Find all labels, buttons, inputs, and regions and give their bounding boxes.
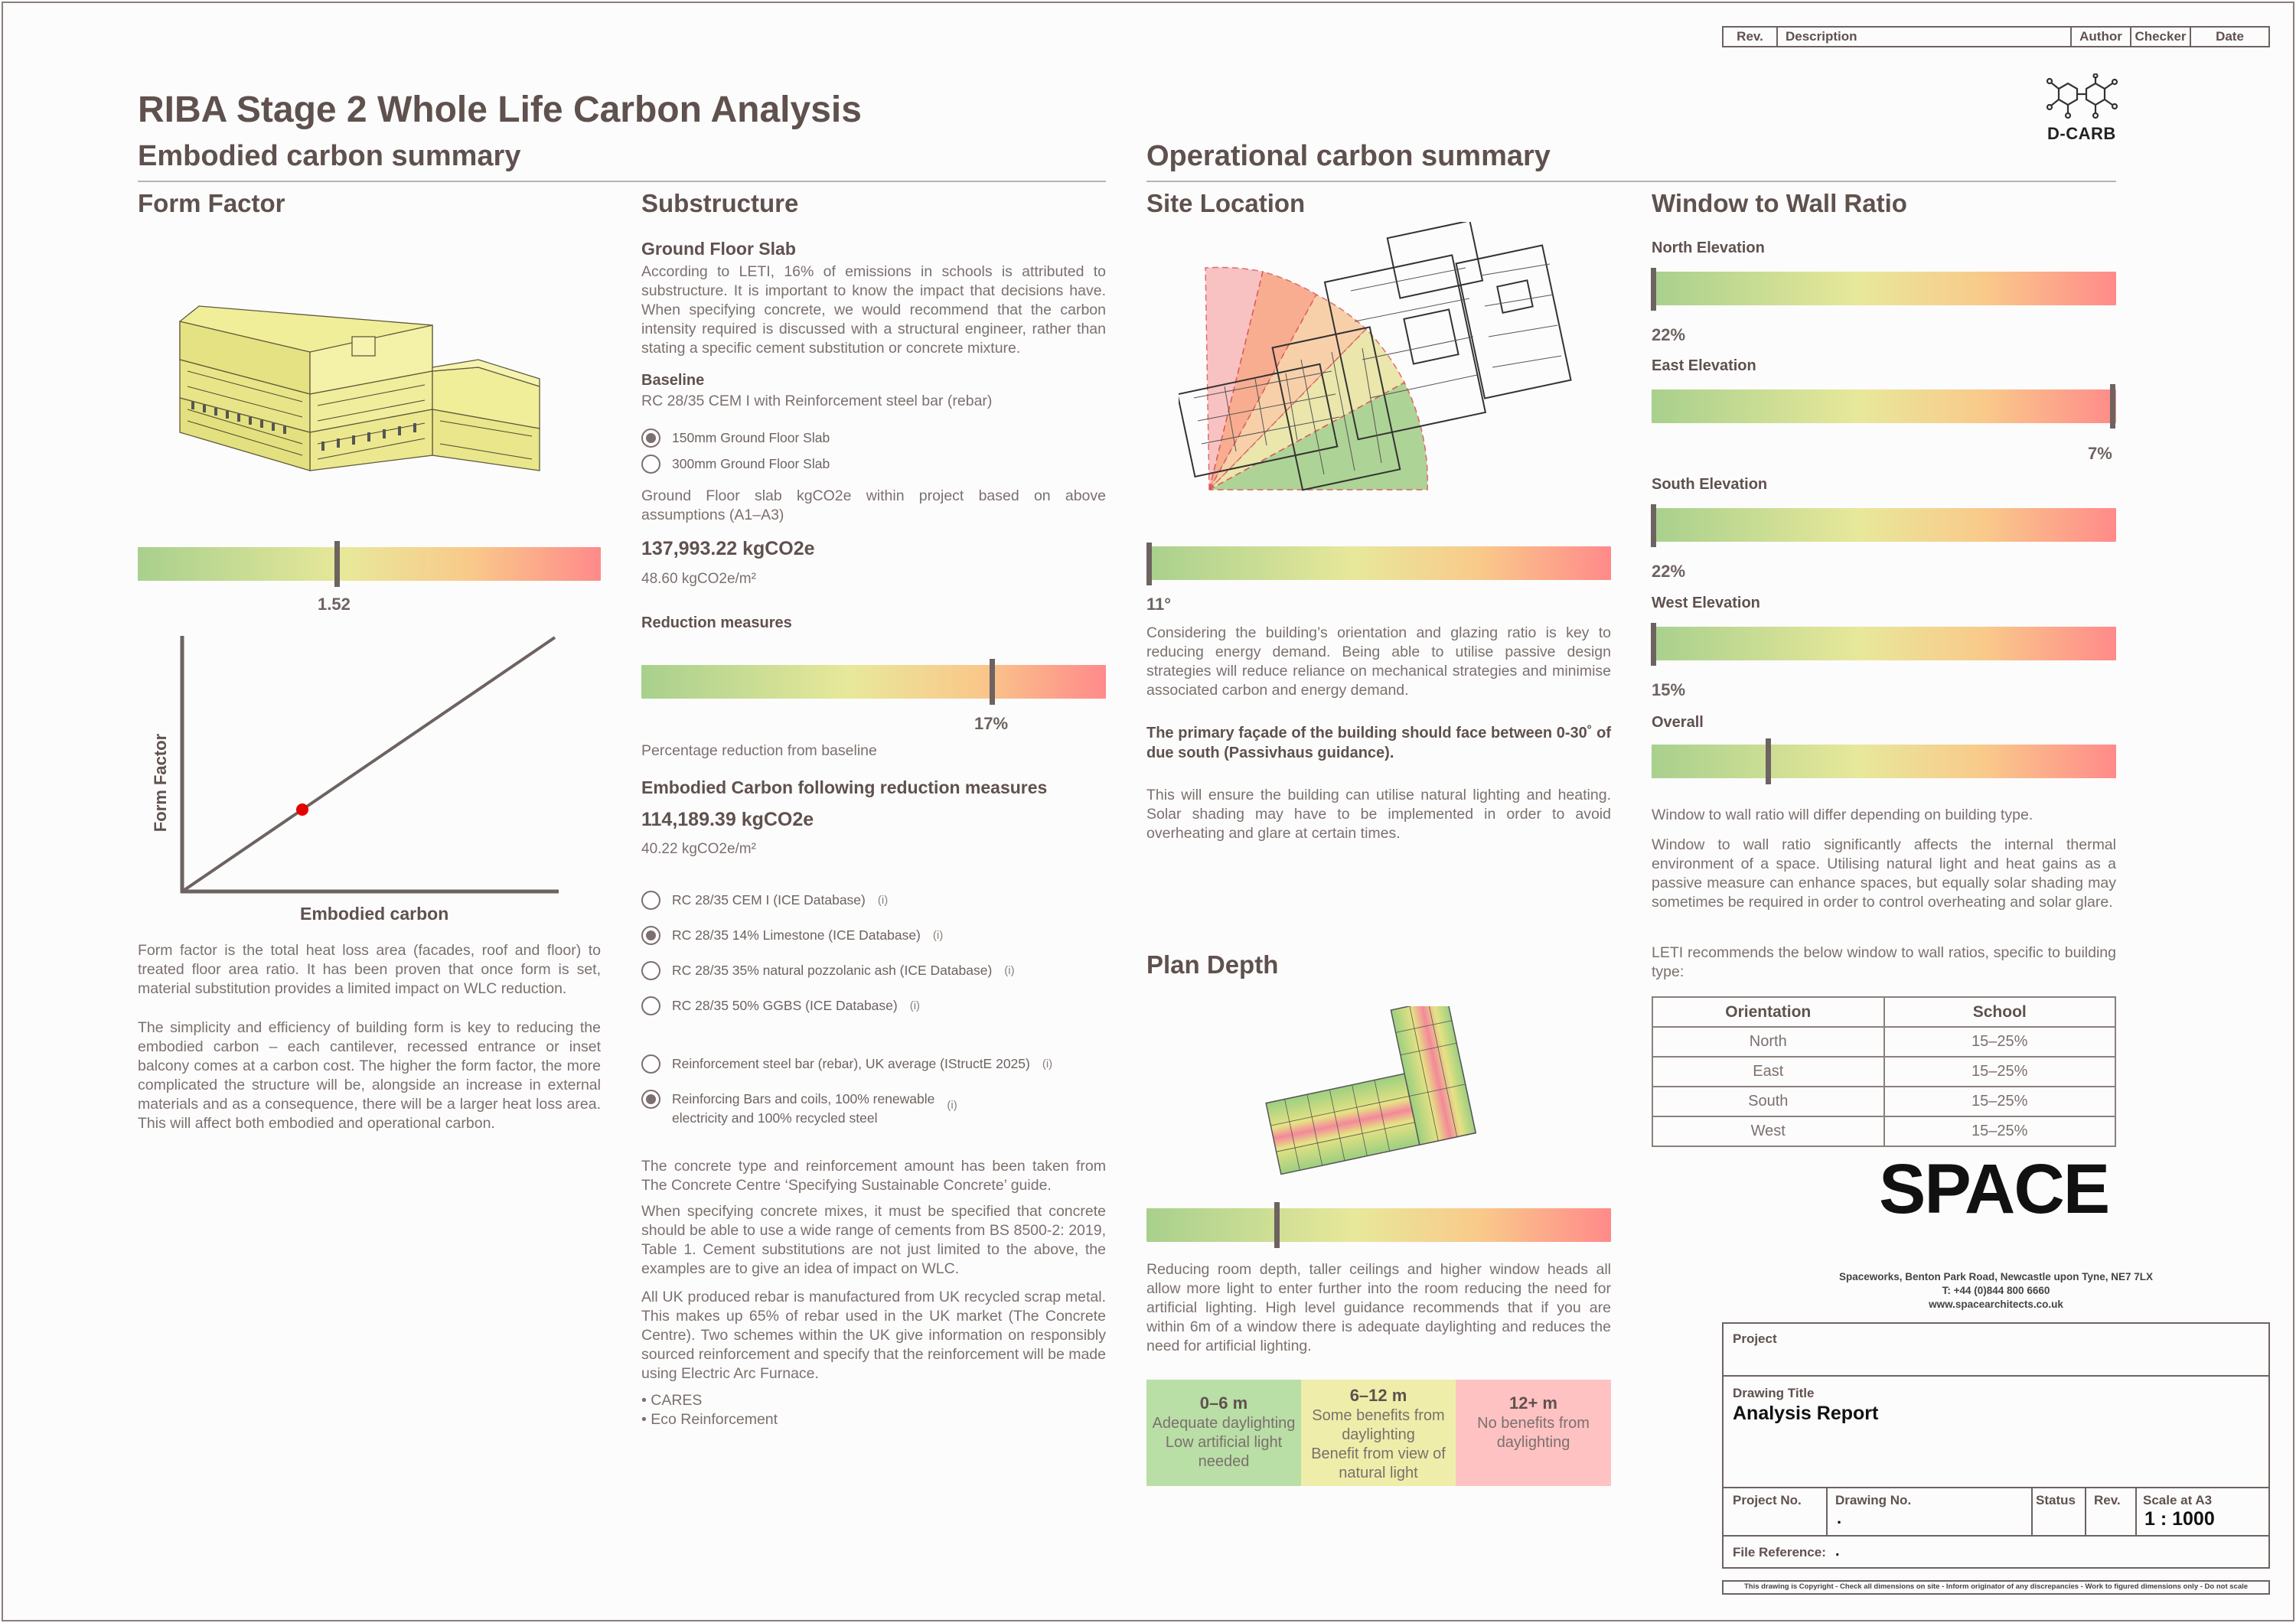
company-phone: T: +44 (0)844 800 6660: [1942, 1285, 2050, 1296]
table-cell: East: [1652, 1057, 1884, 1087]
reduction-measures-heading: Reduction measures: [641, 614, 792, 631]
table-cell: North: [1652, 1027, 1884, 1057]
legend-range: 6–12 m: [1349, 1386, 1407, 1405]
form-factor-gradient-bar: [138, 547, 601, 581]
concrete-option-limestone[interactable]: [641, 926, 943, 945]
overall-marker: [1766, 738, 1771, 784]
form-factor-value: 1.52: [318, 595, 351, 614]
rev-label: Rev.: [2094, 1493, 2121, 1507]
divider: [2135, 1488, 2137, 1535]
radio-selected-icon[interactable]: [641, 429, 660, 448]
rebar-note: All UK produced rebar is manufactured from UK recycled scrap metal. This makes up 65% of rebar used in the UK market (The Concrete Centre). Two schemes within the UK give information on responsibly sourced reinforcement and specify that the reinforcement will be made using Electric Arc Furnace.: [641, 1289, 1106, 1382]
following-total-carbon: 114,189.39 kgCO2e: [641, 809, 814, 830]
form-factor-chart: [145, 631, 566, 930]
north-elevation-marker: [1651, 268, 1656, 311]
info-icon[interactable]: (i): [1004, 964, 1015, 977]
scale-label: Scale at A3: [2143, 1493, 2213, 1507]
site-orientation-gradient-bar: [1146, 546, 1611, 580]
embodied-divider: [138, 181, 1106, 182]
east-elevation-label: East Elevation: [1652, 357, 1756, 374]
legend-line: daylighting: [1342, 1426, 1415, 1443]
concrete-option-pozzolanic[interactable]: [641, 961, 1015, 980]
legend-range: 12+ m: [1509, 1393, 1557, 1413]
site-orientation-value: 11°: [1146, 595, 1172, 614]
radio-label: 150mm Ground Floor Slab: [672, 430, 830, 445]
orientation-description: Considering the building’s orientation and glazing ratio is key to reducing energy demand. Being able to utilise passive design strategies will reduce reliance on mechanical strategies and minimise associated carbon and energy demand.: [1146, 624, 1611, 699]
south-elevation-label: South Elevation: [1652, 476, 1768, 493]
file-ref-label: File Reference:: [1733, 1545, 1826, 1559]
site-orientation-diagram: [1179, 222, 1577, 497]
legend-range: 0–6 m: [1199, 1393, 1248, 1413]
plan-depth-gradient-bar: [1146, 1208, 1611, 1242]
radio-unselected-icon[interactable]: [641, 996, 660, 1015]
rev-column-header: Rev.: [1724, 28, 1778, 46]
rebar-option-recycled[interactable]: [641, 1090, 957, 1128]
scale-value: 1 : 1000: [2144, 1508, 2215, 1530]
concrete-mix-note: When specifying concrete mixes, it must be specified that concrete should be able to use a wide range of cements from BS 8500-2: 2019, Table 1. Cement substitutions are not just limited to the above, the examples are to give an idea of impact on WLC.: [641, 1203, 1106, 1277]
divider: [2031, 1488, 2033, 1535]
legend-line: needed: [1198, 1453, 1250, 1470]
d-carb-logo-text: D-CARB: [2047, 124, 2116, 143]
radio-selected-icon[interactable]: [641, 1090, 660, 1109]
radio-unselected-icon[interactable]: [641, 961, 660, 980]
building-model-image: [157, 295, 563, 486]
title-block-drawing-title: [1722, 1375, 2270, 1488]
wwr-heading: Window to Wall Ratio: [1652, 189, 1907, 217]
project-label: Project: [1733, 1331, 1777, 1346]
radio-unselected-icon[interactable]: [641, 891, 660, 910]
embodied-carbon-heading: Embodied carbon summary: [138, 140, 521, 172]
table-header-school: School: [1884, 997, 2116, 1027]
plan-depth-heatmap: [1255, 1006, 1508, 1182]
drawing-title-label: Drawing Title: [1733, 1386, 1815, 1400]
chart-x-label: Embodied carbon: [300, 904, 449, 924]
scheme-bullet-eco: • Eco Reinforcement: [641, 1411, 778, 1428]
south-elevation-bar: [1652, 508, 2116, 542]
title-block-numbers: [1722, 1487, 2270, 1537]
legend-line: No benefits from: [1477, 1415, 1590, 1432]
plan-depth-legend-12m-plus: [1456, 1380, 1611, 1486]
form-factor-marker: [334, 541, 340, 587]
west-elevation-marker: [1651, 623, 1656, 666]
revision-table: [1722, 26, 2270, 47]
status-label: Status: [2036, 1493, 2076, 1507]
baseline-heading: Baseline: [641, 372, 705, 389]
table-row: [1652, 1087, 2115, 1116]
overall-label: Overall: [1652, 714, 1704, 731]
concrete-option-ggbs[interactable]: [641, 996, 920, 1015]
table-row: [1652, 1027, 2115, 1057]
baseline-description: RC 28/35 CEM I with Reinforcement steel bar (rebar): [641, 393, 993, 409]
page-title: RIBA Stage 2 Whole Life Carbon Analysis: [138, 90, 862, 130]
form-factor-description-1: Form factor is the total heat loss area (facades, roof and floor) to treated floor area ratio. It has been proven that once form is set, material substitution provides a limited impact on WLC reduction.: [138, 942, 601, 997]
date-column-header: Date: [2216, 29, 2244, 44]
chart-y-label: Form Factor: [151, 733, 170, 833]
legend-line: natural light: [1339, 1465, 1418, 1481]
facade-guidance-detail: This will ensure the building can utilise natural lighting and heating. Solar shading may have to be implemented in order to avoid overheating and glare at certain times.: [1146, 787, 1611, 842]
drawing-no: .: [1837, 1508, 1842, 1527]
overall-bar: [1652, 745, 2116, 778]
info-icon[interactable]: (i): [877, 894, 889, 907]
radio-label: RC 28/35 14% Limestone (ICE Database): [672, 927, 921, 943]
east-elevation-marker: [2110, 384, 2115, 429]
table-row: [1652, 1116, 2115, 1146]
operational-divider: [1146, 181, 2116, 182]
description-column-header: Description: [1778, 28, 2072, 46]
title-block-file-ref: [1722, 1535, 2270, 1569]
ground-floor-slab-heading: Ground Floor Slab: [641, 239, 796, 259]
ground-floor-slab-description: According to LETI, 16% of emissions in schools is attributed to substructure. It is important to know the impact that decisions have. When specifying concrete, we would recommend that the carbon intensity required is discussed with a structural engineer, rather than stating a specific cement substitution or concrete mixture.: [641, 263, 1106, 357]
slab-option-300mm[interactable]: [641, 455, 830, 474]
plan-depth-legend-0-6m: [1146, 1380, 1301, 1486]
info-icon[interactable]: (i): [909, 999, 921, 1012]
molecule-logo-icon: [2043, 73, 2123, 124]
west-elevation-label: West Elevation: [1652, 595, 1760, 611]
wwr-table: [1652, 996, 2116, 1147]
reduction-marker: [990, 659, 995, 705]
radio-unselected-icon[interactable]: [641, 455, 660, 474]
concrete-source-note: The concrete type and reinforcement amount has been taken from The Concrete Centre ‘Specifying Sustainable Concrete’ guide.: [641, 1158, 1106, 1194]
slab-assumption-note: Ground Floor slab kgCO2e within project based on above assumptions (A1–A3): [641, 487, 1106, 523]
reduction-gradient-bar: [641, 665, 1106, 699]
wwr-description-3: LETI recommends the below window to wall ratios, specific to building type:: [1652, 944, 2116, 980]
legend-line: Adequate daylighting: [1152, 1415, 1296, 1432]
plan-depth-marker: [1274, 1202, 1280, 1248]
chart-trend-line: [182, 637, 555, 891]
north-elevation-value: 22%: [1652, 325, 1686, 344]
east-elevation-value: 7%: [2088, 444, 2112, 463]
project-no-label: Project No.: [1733, 1493, 1802, 1507]
info-icon[interactable]: (i): [932, 929, 944, 942]
wwr-description-1: Window to wall ratio will differ depending on building type.: [1652, 807, 2033, 823]
form-factor-description-2: The simplicity and efficiency of building form is key to reducing the embodied carbon – each cantilever, recessed entrance or inset balcony comes at a carbon cost. The higher the form factor, the more complicated the structure will be, alongside an increase in external materials and as a consequence, there will be a larger heat loss area. This will affect both embodied and operational carbon.: [138, 1019, 601, 1132]
substructure-heading: Substructure: [641, 189, 799, 217]
table-cell: 15–25%: [1884, 1027, 2116, 1057]
title-block-project: [1722, 1322, 2270, 1377]
slab-option-150mm[interactable]: [641, 429, 830, 448]
table-cell: 15–25%: [1884, 1116, 2116, 1146]
radio-selected-icon[interactable]: [641, 926, 660, 945]
info-icon[interactable]: (i): [1042, 1058, 1053, 1071]
chart-project-point: [296, 803, 308, 816]
divider: [2085, 1488, 2086, 1535]
west-elevation-value: 15%: [1652, 680, 1686, 699]
north-elevation-label: North Elevation: [1652, 240, 1765, 256]
legend-line: Benefit from view of: [1311, 1445, 1446, 1462]
plan-depth-description: Reducing room depth, taller ceilings and higher window heads all allow more light to enter further into the room reducing the need for artificial lighting. High level guidance recommends that if you are within 6m of a window there is adequate daylighting and reduces the need for artificial lighting.: [1146, 1261, 1611, 1354]
checker-column-header: Checker: [2131, 28, 2191, 46]
divider: [1826, 1488, 1828, 1535]
copyright-note: This drawing is Copyright - Check all dimensions on site - Inform originator of any discrepancies - Work to figured dimensions only - Do not scale: [1743, 1582, 2249, 1591]
operational-carbon-heading: Operational carbon summary: [1146, 140, 1551, 172]
radio-label: Reinforcement steel bar (rebar), UK average (IStructE 2025): [672, 1056, 1030, 1071]
site-location-heading: Site Location: [1146, 189, 1306, 217]
legend-line: Low artificial light: [1165, 1434, 1283, 1451]
east-elevation-bar: [1652, 389, 2116, 423]
facade-guidance: The primary façade of the building should face between 0-30˚ of due south (Passivhaus guidance).: [1146, 725, 1611, 761]
slab-carbon-per-m2: 48.60 kgCO2e/m²: [641, 571, 756, 587]
table-cell: 15–25%: [1884, 1087, 2116, 1116]
radio-label: 300mm Ground Floor Slab: [672, 456, 830, 471]
form-factor-heading: Form Factor: [138, 189, 285, 217]
scheme-bullet-cares: • CARES: [641, 1392, 703, 1409]
radio-label: RC 28/35 35% natural pozzolanic ash (ICE Database): [672, 963, 993, 978]
radio-label: RC 28/35 CEM I (ICE Database): [672, 892, 866, 908]
legend-line: Some benefits from: [1312, 1407, 1445, 1424]
wwr-description-2: Window to wall ratio significantly affects the internal thermal environment of a space. Utilising natural light and heat gains as a passive measure can enhance spaces, but equally solar shading may sometimes be required in order to control overheating and solar glare.: [1652, 836, 2116, 911]
table-header-orientation: Orientation: [1652, 997, 1884, 1027]
west-elevation-bar: [1652, 627, 2116, 660]
table-cell: 15–25%: [1884, 1057, 2116, 1087]
table-cell: South: [1652, 1087, 1884, 1116]
radio-label-line-2: electricity and 100% recycled steel: [672, 1110, 878, 1126]
site-orientation-marker: [1146, 543, 1152, 585]
title-block-copyright: [1722, 1580, 2270, 1595]
legend-line: daylighting: [1496, 1434, 1570, 1451]
space-logo: SPACE: [1879, 1150, 2109, 1228]
table-cell: West: [1652, 1116, 1884, 1146]
radio-unselected-icon[interactable]: [641, 1054, 660, 1074]
radio-label: RC 28/35 50% GGBS (ICE Database): [672, 998, 898, 1013]
file-ref-value: .: [1835, 1543, 1840, 1559]
following-reduction-heading: Embodied Carbon following reduction measures: [641, 777, 1048, 797]
south-elevation-value: 22%: [1652, 562, 1686, 581]
table-row: [1652, 1057, 2115, 1087]
slab-total-carbon: 137,993.22 kgCO2e: [641, 538, 815, 559]
drawing-no-label: Drawing No.: [1835, 1493, 1912, 1507]
company-website: www.spacearchitects.co.uk: [1929, 1299, 2063, 1310]
author-column-header: Author: [2072, 28, 2131, 46]
reduction-caption: Percentage reduction from baseline: [641, 742, 877, 759]
plan-depth-heading: Plan Depth: [1146, 950, 1279, 979]
rebar-option-uk-average[interactable]: [641, 1054, 1052, 1074]
following-carbon-per-m2: 40.22 kgCO2e/m²: [641, 841, 756, 857]
plan-depth-legend-6-12m: [1301, 1380, 1456, 1486]
radio-label: Reinforcing Bars and coils, 100% renewable: [672, 1091, 935, 1106]
north-elevation-bar: [1652, 272, 2116, 305]
reduction-value: 17%: [974, 714, 1009, 733]
drawing-title: Analysis Report: [1733, 1403, 1879, 1424]
info-icon[interactable]: (i): [947, 1099, 957, 1112]
south-elevation-marker: [1651, 504, 1656, 547]
concrete-option-cem1[interactable]: [641, 891, 888, 910]
company-address: Spaceworks, Benton Park Road, Newcastle upon Tyne, NE7 7LX: [1838, 1271, 2154, 1282]
